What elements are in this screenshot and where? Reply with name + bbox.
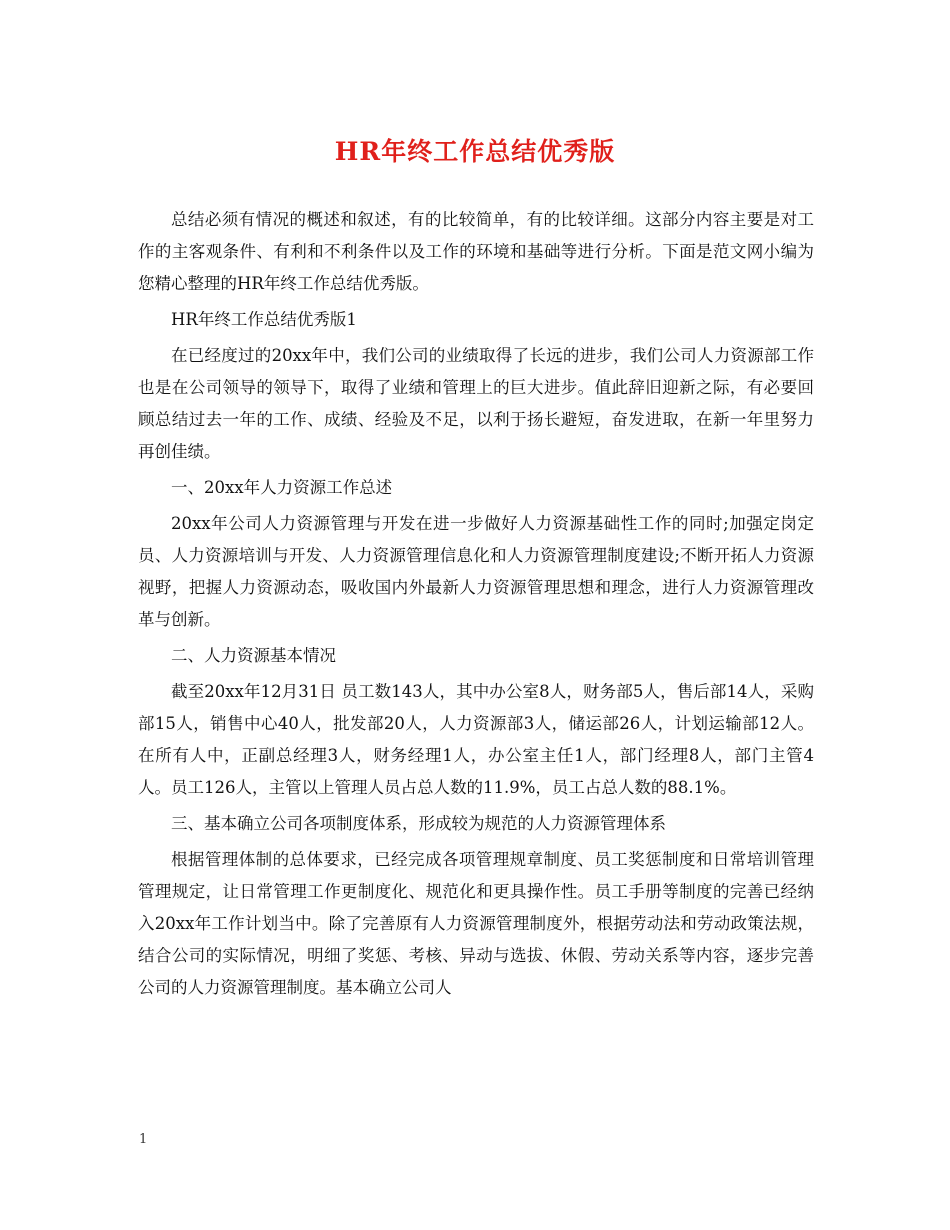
page-number: 1 bbox=[139, 1132, 148, 1147]
heading-1: 一、20xx年人力资源工作总述 bbox=[171, 478, 393, 497]
intro-paragraph: 总结必须有情况的概述和叙述，有的比较简单，有的比较详细。这部分内容主要是对工作的主客观条件、有利和不利条件以及工作的环境和基础等进行分析。下面是范文网小编为您精心整理的HR年终工作总结优秀版。 bbox=[138, 210, 814, 293]
paragraph-hr-summary: 20xx年公司人力资源管理与开发在进一步做好人力资源基础性工作的同时;加强定岗定员、人力资源培训与开发、人力资源管理信息化和人力资源管理制度建设;不断开拓人力资源视野，把握人力资源动态，吸收国内外最新人力资源管理思想和理念，进行人力资源管理改革与创新。 bbox=[138, 514, 814, 629]
paragraph-staff-stats: 截至20xx年12月31日 员工数143人，其中办公室8人，财务部5人，售后部14人，采购部15人，销售中心40人，批发部20人，人力资源部3人，储运部26人，计划运输部12人。在所有人中，正副总经理3人，财务经理1人，办公室主任1人，部门经理8人，部门主管4人。员工126人，主管以上管理人员占总人数的11.9%，员工占总人数的88.1%。 bbox=[138, 682, 814, 797]
document-title: HR年终工作总结优秀版 bbox=[334, 137, 616, 166]
paragraph-system: 根据管理体制的总体要求，已经完成各项管理规章制度、员工奖惩制度和日常培训管理管理规定，让日常管理工作更制度化、规范化和更具操作性。员工手册等制度的完善已经纳入20xx年工作计划当中。除了完善原有人力资源管理制度外，根据劳动法和劳动政策法规，结合公司的实际情况，明细了奖惩、考核、异动与选拔、休假、劳动关系等内容，逐步完善公司的人力资源管理制度。基本确立公司人 bbox=[138, 850, 814, 997]
heading-3: 三、基本确立公司各项制度体系，形成较为规范的人力资源管理体系 bbox=[171, 814, 666, 833]
section-title-1: HR年终工作总结优秀版1 bbox=[171, 310, 357, 329]
paragraph-overview: 在已经度过的20xx年中，我们公司的业绩取得了长远的进步，我们公司人力资源部工作也是在公司领导的领导下，取得了业绩和管理上的巨大进步。值此辞旧迎新之际，有必要回顾总结过去一年的工作、成绩、经验及不足，以利于扬长避短，奋发进取，在新一年里努力再创佳绩。 bbox=[138, 346, 814, 461]
document-body bbox=[138, 204, 814, 1008]
heading-2: 二、人力资源基本情况 bbox=[171, 646, 336, 665]
